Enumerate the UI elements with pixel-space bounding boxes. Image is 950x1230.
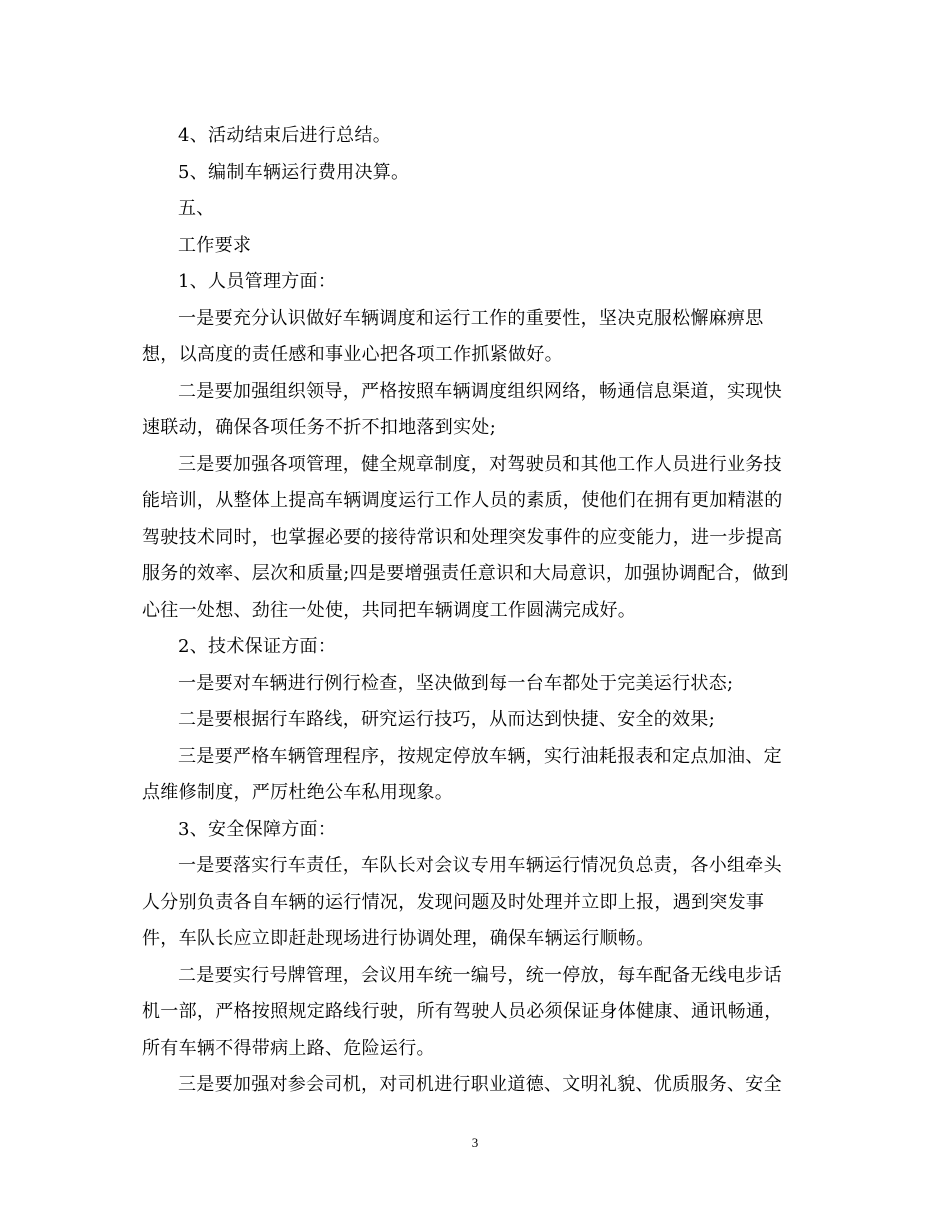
text-line: 想，以高度的责任感和事业心把各项工作抓紧做好。 xyxy=(142,344,563,365)
text-line: 心往一处想、劲往一处使，共同把车辆调度工作圆满完成好。 xyxy=(142,599,637,621)
text-line: 件，车队长应立即赶赴现场进行协调处理，确保车辆运行顺畅。 xyxy=(142,928,655,949)
page-number: 3 xyxy=(471,1135,479,1150)
text-line: 所有车辆不得带病上路、危险运行。 xyxy=(142,1037,435,1059)
document-body xyxy=(142,118,808,1104)
text-line: 二是要根据行车路线，研究运行技巧，从而达到快捷、安全的效果; xyxy=(178,709,716,730)
text-line: 二是要加强组织领导，严格按照车辆调度组织网络，畅通信息渠道，实现快 xyxy=(178,380,782,402)
text-line: 服务的效率、层次和质量;四是要增强责任意识和大局意识，加强协调配合，做到 xyxy=(142,563,789,584)
text-line: 2、技术保证方面： xyxy=(178,636,337,657)
text-line: 一是要落实行车责任，车队长对会议专用车辆运行情况负总责，各小组牵头 xyxy=(178,855,782,876)
text-line: 3、安全保障方面： xyxy=(178,818,337,840)
text-line: 驾驶技术同时，也掌握必要的接待常识和处理突发事件的应变能力，进一步提高 xyxy=(142,526,783,548)
text-line: 机一部，严格按照规定路线行驶，所有驾驶人员必须保证身体健康、通讯畅通， xyxy=(142,1001,783,1022)
text-line: 一是要充分认识做好车辆调度和运行工作的重要性，坚决克服松懈麻痹思 xyxy=(178,307,764,329)
text-line: 三是要严格车辆管理程序，按规定停放车辆，实行油耗报表和定点加油、定 xyxy=(178,745,782,767)
text-line: 三是要加强各项管理，健全规章制度，对驾驶员和其他工作人员进行业务技 xyxy=(178,453,782,475)
text-line: 一是要对车辆进行例行检查，坚决做到每一台车都处于完美运行状态; xyxy=(178,672,734,694)
text-line: 4、活动结束后进行总结。 xyxy=(178,125,392,146)
text-line: 工作要求 xyxy=(178,234,252,256)
text-line: 三是要加强对参会司机，对司机进行职业道德、文明礼貌、优质服务、安全 xyxy=(178,1074,782,1095)
text-line: 速联动，确保各项任务不折不扣地落到实处; xyxy=(142,417,497,438)
text-line: 人分别负责各自车辆的运行情况，发现问题及时处理并立即上报，遇到突发事 xyxy=(142,891,765,913)
text-line: 能培训，从整体上提高车辆调度运行工作人员的素质，使他们在拥有更加精湛的 xyxy=(142,490,783,511)
text-line: 五、 xyxy=(178,198,215,219)
text-line: 二是要实行号牌管理，会议用车统一编号，统一停放，每车配备无线电步话 xyxy=(178,964,782,986)
text-line: 点维修制度，严厉杜绝公车私用现象。 xyxy=(142,782,454,803)
text-line: 5、编制车辆运行费用决算。 xyxy=(178,161,410,183)
text-line: 1、人员管理方面： xyxy=(178,271,337,292)
